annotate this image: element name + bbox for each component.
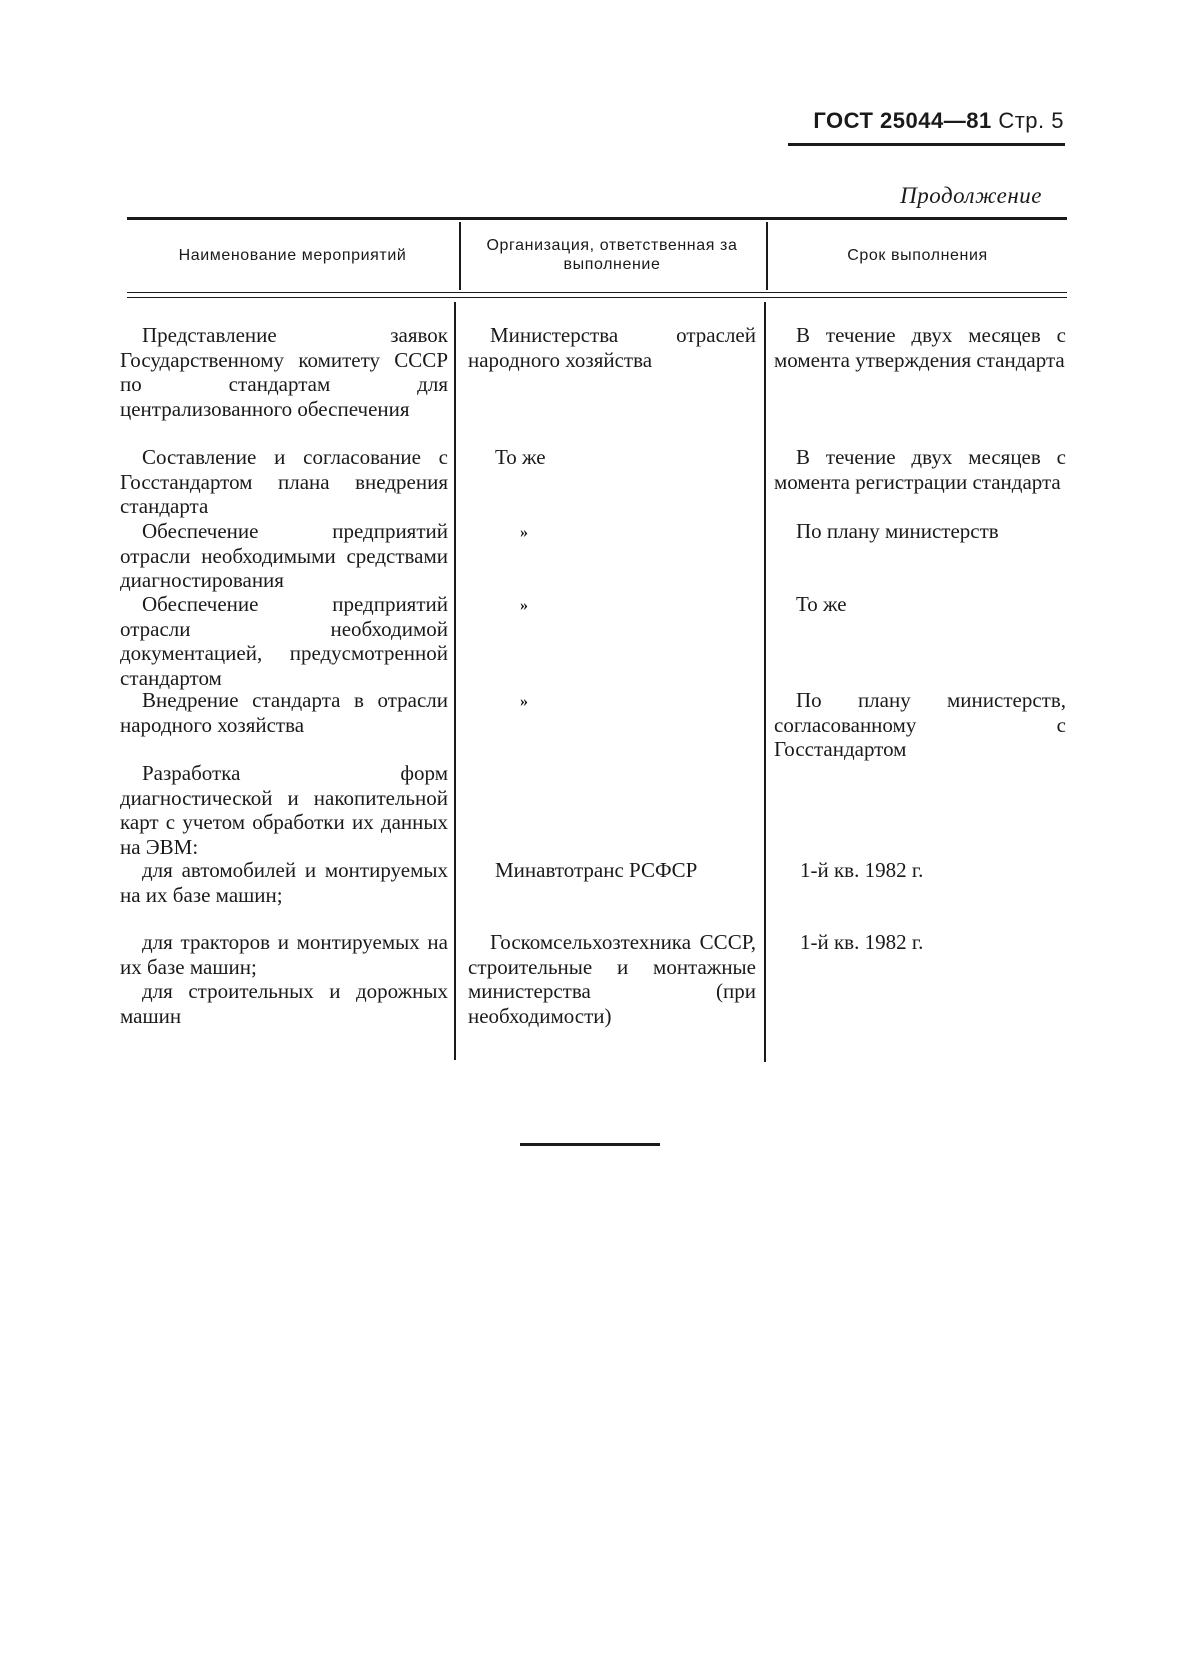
table-row-4-organization: »: [520, 597, 528, 614]
table-row-5-organization: »: [520, 693, 528, 710]
column-header-activity: Наименование мероприятий: [178, 246, 407, 264]
table-row-4-activity: Обеспечение предприятий отрасли необходимой документацией, предусмотренной стандартом: [120, 592, 448, 690]
table-row-5-activity: Внедрение стандарта в отрасли народного хозяйства: [120, 688, 448, 737]
end-rule: [520, 1143, 660, 1146]
table-row-6-activity: Разработка форм диагностической и накопительной карт с учетом обработки их данных на ЭВМ:: [120, 761, 448, 859]
table-row-1-activity: Представление заявок Государственному комитету СССР по стандартам для централизованного обеспечения: [120, 323, 448, 421]
table-row-8-deadline: 1-й кв. 1982 г.: [800, 930, 924, 954]
table-row-3-activity: Обеспечение предприятий отрасли необходимыми средствами диагностирования: [120, 519, 448, 592]
header-divider-1: [459, 222, 461, 290]
table-row-4-deadline: То же: [796, 592, 847, 616]
table-row-3-deadline: По плану министерств: [796, 519, 999, 543]
column-divider-2: [764, 302, 766, 1062]
page-header: [813, 108, 1064, 134]
header-divider-2: [766, 222, 768, 290]
standard-number: ГОСТ 25044—81: [813, 108, 992, 133]
header-double-rule: [127, 292, 1067, 298]
table-row-5-deadline: По плану министерств, согласованному с Госстандартом: [774, 688, 1066, 761]
table-row-7-organization: Минавтотранс РСФСР: [495, 858, 698, 882]
table-row-1-organization: Министерства отраслей народного хозяйства: [468, 323, 756, 372]
table-row-2-activity: Составление и согласование с Госстандартом плана внедрения стандарта: [120, 445, 448, 518]
continuation-label: Продолжение: [900, 183, 1042, 208]
column-header-organization: Организация, ответственная за выполнение: [486, 237, 738, 273]
table-row-7-deadline: 1-й кв. 1982 г.: [800, 858, 924, 882]
table-row-2-deadline: В течение двух месяцев с момента регистрации стандарта: [774, 445, 1066, 494]
table-row-2-organization: То же: [495, 445, 546, 469]
table-row-7-activity: для автомобилей и монтируемых на их базе машин;: [120, 858, 448, 907]
column-divider-1: [454, 302, 456, 1060]
table-row-3-organization: »: [520, 524, 528, 541]
table-row-8-organization: Госкомсельхозтехника СССР, строительные и монтажные министерства (при необходимости): [468, 930, 756, 1028]
header-rule: [788, 143, 1065, 146]
table-row-8-activity: для тракторов и монтируемых на их базе машин;: [120, 930, 448, 979]
table-row-9-activity: для строительных и дорожных машин: [120, 979, 448, 1028]
table-row-1-deadline: В течение двух месяцев с момента утверждения стандарта: [774, 323, 1066, 372]
column-header-deadline: Срок выполнения: [847, 246, 988, 264]
page-number: Стр. 5: [998, 108, 1064, 133]
